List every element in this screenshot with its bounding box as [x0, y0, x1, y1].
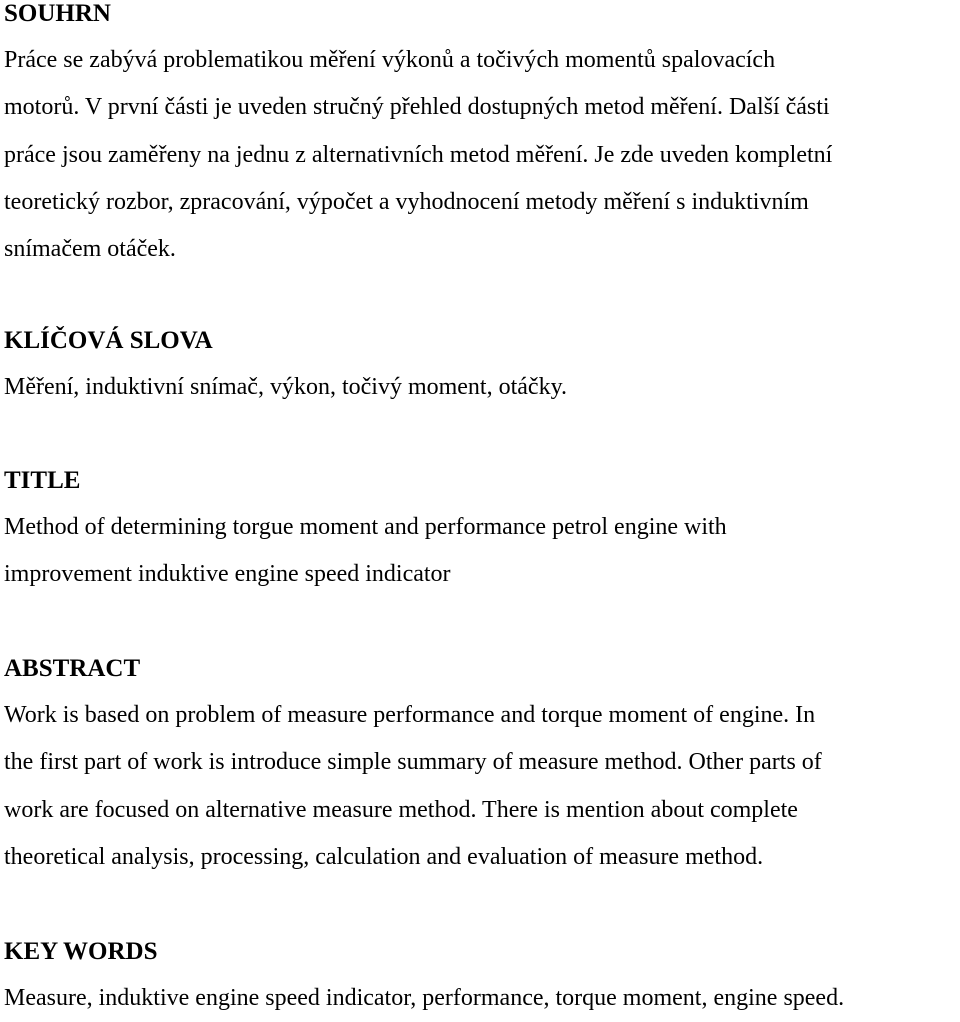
souhrn-line: Práce se zabývá problematikou měření výkonů a točivých momentů spalovacích — [4, 47, 776, 73]
abstract-line: work are focused on alternative measure method. There is mention about complete — [4, 796, 798, 823]
key-words-section — [4, 938, 956, 1022]
klicova-slova-heading: KLÍČOVÁ SLOVA — [4, 327, 213, 354]
title-line: Method of determining torgue moment and performance petrol engine with — [4, 514, 727, 540]
title-paragraph — [4, 504, 956, 599]
klicova-slova-section — [4, 327, 956, 411]
abstract-paragraph — [4, 692, 956, 881]
title-heading: TITLE — [4, 467, 81, 494]
title-line: improvement induktive engine speed indicator — [4, 561, 451, 588]
souhrn-line: teoretický rozbor, zpracování, výpočet a vyhodnocení metody měření s induktivním — [4, 188, 809, 215]
abstract-heading: ABSTRACT — [4, 655, 141, 682]
key-words-paragraph — [4, 975, 956, 1022]
klicova-slova-line: Měření, induktivní snímač, výkon, točivý moment, otáčky. — [4, 374, 568, 400]
abstract-line: the first part of work is introduce simple summary of measure method. Other parts of — [4, 749, 822, 776]
abstract-line: theoretical analysis, processing, calculation and evaluation of measure method. — [4, 843, 764, 870]
abstract-line: Work is based on problem of measure performance and torque moment of engine. In — [4, 702, 816, 728]
klicova-slova-paragraph — [4, 364, 956, 411]
souhrn-section — [4, 0, 956, 273]
souhrn-paragraph — [4, 37, 956, 273]
key-words-heading: KEY WORDS — [4, 938, 158, 965]
souhrn-line: motorů. V první části je uveden stručný přehled dostupných metod měření. Další části — [4, 94, 830, 121]
title-section — [4, 467, 956, 599]
souhrn-line: práce jsou zaměřeny na jednu z alternativních metod měření. Je zde uveden kompletní — [4, 141, 833, 168]
abstract-section — [4, 655, 956, 881]
key-words-line: Measure, induktive engine speed indicator, performance, torque moment, engine speed. — [4, 985, 845, 1011]
souhrn-heading: SOUHRN — [4, 0, 111, 27]
souhrn-line: snímačem otáček. — [4, 236, 176, 263]
